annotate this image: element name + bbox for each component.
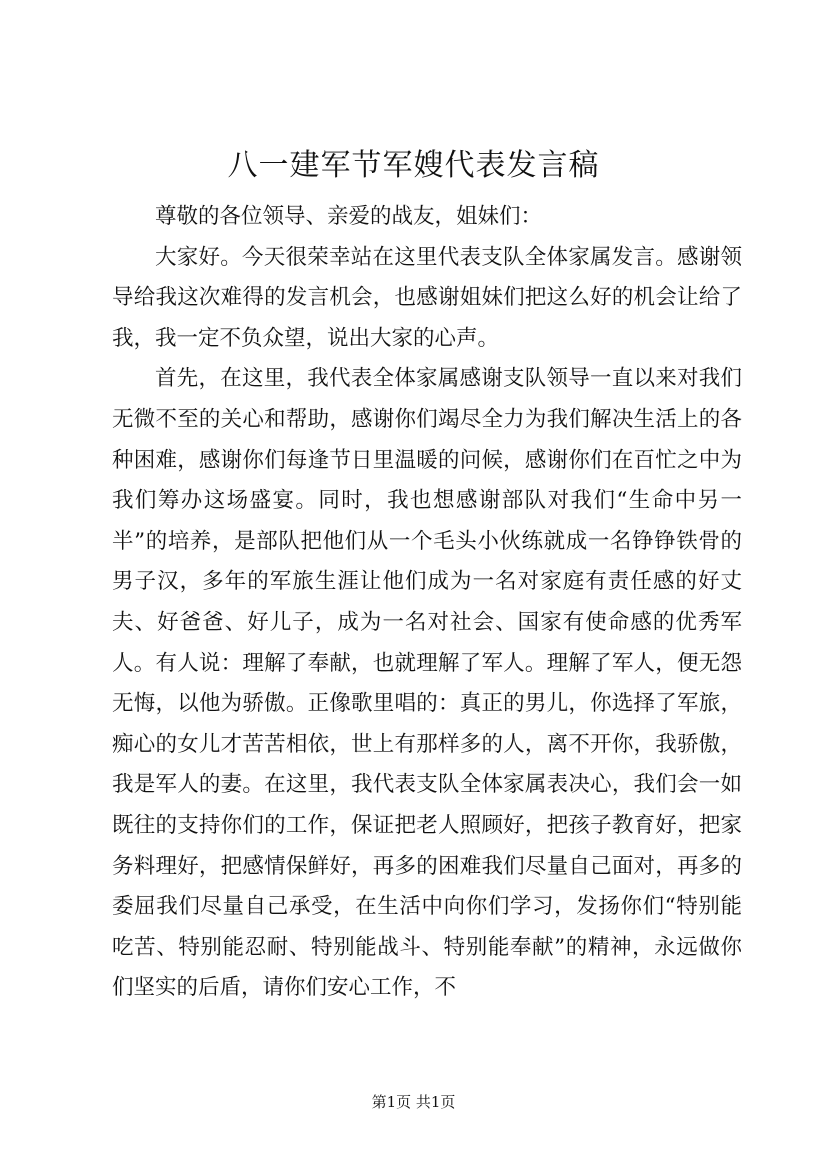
- document-body: [112, 197, 742, 1009]
- greeting-paragraph: 大家好。今天很荣幸站在这里代表支队全体家属发言。感谢领导给我这次难得的发言机会，也感谢姐妹们把这么好的机会让给了我，我一定不负众望，说出大家的心声。: [112, 244, 742, 351]
- page-number-footer: 第1页 共1页: [371, 1093, 456, 1111]
- document-title: 八一建军节军嫂代表发言稿: [227, 148, 600, 183]
- main-paragraph: 首先，在这里，我代表全体家属感谢支队领导一直以来对我们无微不至的关心和帮助，感谢你们竭尽全力为我们解决生活上的各种困难，感谢你们每逢节日里温暖的问候，感谢你们在百忙之中为我们筹办这场盛宴。同时，我也想感谢部队对我们“生命中另一半”的培养，是部队把他们从一个毛头小伙练就成一名铮铮铁骨的男子汉，多年的军旅生涯让他们成为一名对家庭有责任感的好丈夫、好爸爸、好儿子，成为一名对社会、国家有使命感的优秀军人。有人说：理解了奉献，也就理解了军人。理解了军人，便无怨无悔，以他为骄傲。正像歌里唱的：真正的男儿，你选择了军旅，痴心的女儿才苦苦相依，世上有那样多的人，离不开你，我骄傲，我是军人的妻。在这里，我代表支队全体家属表决心，我们会一如既往的支持你们的工作，保证把老人照顾好，把孩子教育好，把家务料理好，把感情保鲜好，再多的困难我们尽量自己面对，再多的委屈我们尽量自己承受，在生活中向你们学习，发扬你们“特别能吃苦、特别能忍耐、特别能战斗、特别能奉献”的精神，永远做你们坚实的后盾，请你们安心工作，不: [112, 366, 742, 1001]
- salutation-paragraph: 尊敬的各位领导、亲爱的战友，姐妹们：: [155, 204, 543, 229]
